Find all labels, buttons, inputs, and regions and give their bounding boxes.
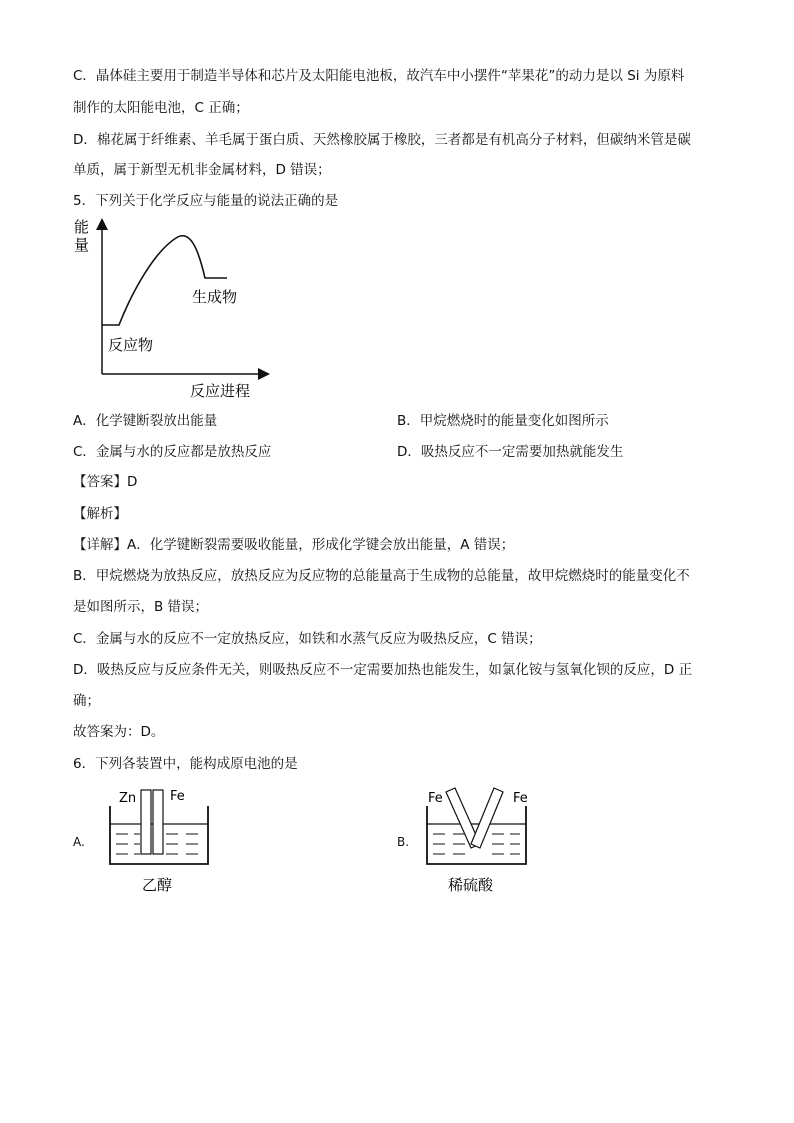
electrode-zn: [141, 790, 151, 854]
label-zn: Zn: [119, 791, 137, 806]
q6-option-b-letter: B.: [397, 835, 410, 849]
prev-d-line2: 单质，属于新型无机非金属材料，D 错误；: [73, 162, 331, 178]
prev-c-line2: 制作的太阳能电池，C 正确；: [73, 100, 249, 116]
q5-detail-c: C．金属与水的反应不一定放热反应，如铁和水蒸气反应为吸热反应，C 错误；: [73, 631, 542, 647]
q6-option-a-letter: A.: [73, 835, 85, 849]
answer-value: D: [127, 474, 138, 490]
answer-tag: 【答案】: [73, 474, 127, 490]
axis-label-energy-1: 能: [74, 218, 90, 236]
prev-d-line1: D．棉花属于纤维素、羊毛属于蛋白质、天然橡胶属于橡胶，三者都是有机高分子材料，但碳纳米管是碳: [73, 132, 691, 148]
axis-label-progress: 反应进程: [190, 382, 251, 400]
q5-detail-b2: 是如图所示，B 错误；: [73, 599, 209, 615]
q5-option-c: C．金属与水的反应都是放热反应: [73, 444, 272, 460]
label-reactant: 反应物: [108, 336, 154, 354]
electrode-fe-right: [471, 788, 503, 848]
electrode-fe: [153, 790, 163, 854]
q5-stem: 5．下列关于化学反应与能量的说法正确的是: [73, 193, 339, 209]
energy-curve: [102, 236, 227, 325]
q5-detail-d2: 确；: [73, 693, 100, 709]
prev-c-line1: C．晶体硅主要用于制造半导体和芯片及太阳能电池板，故汽车中小摆件“苹果花”的动力是以 Si 为原料: [73, 68, 685, 84]
q5-analysis-tag: 【解析】: [73, 506, 127, 522]
energy-diagram: [72, 212, 272, 402]
galvanic-cell-a: [104, 786, 214, 896]
q6-stem: 6．下列各装置中，能构成原电池的是: [73, 756, 298, 772]
q5-conclusion: 故答案为：D。: [73, 724, 165, 740]
detail-a-text: A．化学键断裂需要吸收能量，形成化学键会放出能量，A 错误；: [127, 537, 515, 553]
q5-detail-a: [73, 535, 514, 555]
label-ethanol: 乙醇: [142, 876, 173, 894]
q5-option-d: D．吸热反应不一定需要加热就能发生: [397, 444, 624, 460]
q5-option-b: B．甲烷燃烧时的能量变化如图所示: [397, 413, 609, 429]
label-product: 生成物: [192, 288, 238, 306]
label-fe-b-right: Fe: [513, 791, 528, 806]
q5-detail-d1: D．吸热反应与反应条件无关，则吸热反应不一定需要加热也能发生，如氯化铵与氢氧化钡的反应，D 正: [73, 662, 693, 678]
axis-label-energy-2: 量: [74, 236, 90, 254]
galvanic-cell-b: [420, 786, 540, 896]
q5-answer: [73, 472, 137, 492]
detail-tag: 【详解】: [73, 537, 127, 553]
label-dilute-sulfuric-acid: 稀硫酸: [448, 876, 494, 894]
q5-option-a: A．化学键断裂放出能量: [73, 413, 218, 429]
q5-detail-b1: B．甲烷燃烧为放热反应，放热反应为反应物的总能量高于生成物的总能量，故甲烷燃烧时的能量变化不: [73, 568, 690, 584]
label-fe-b-left: Fe: [428, 791, 443, 806]
label-fe-a: Fe: [170, 789, 185, 804]
